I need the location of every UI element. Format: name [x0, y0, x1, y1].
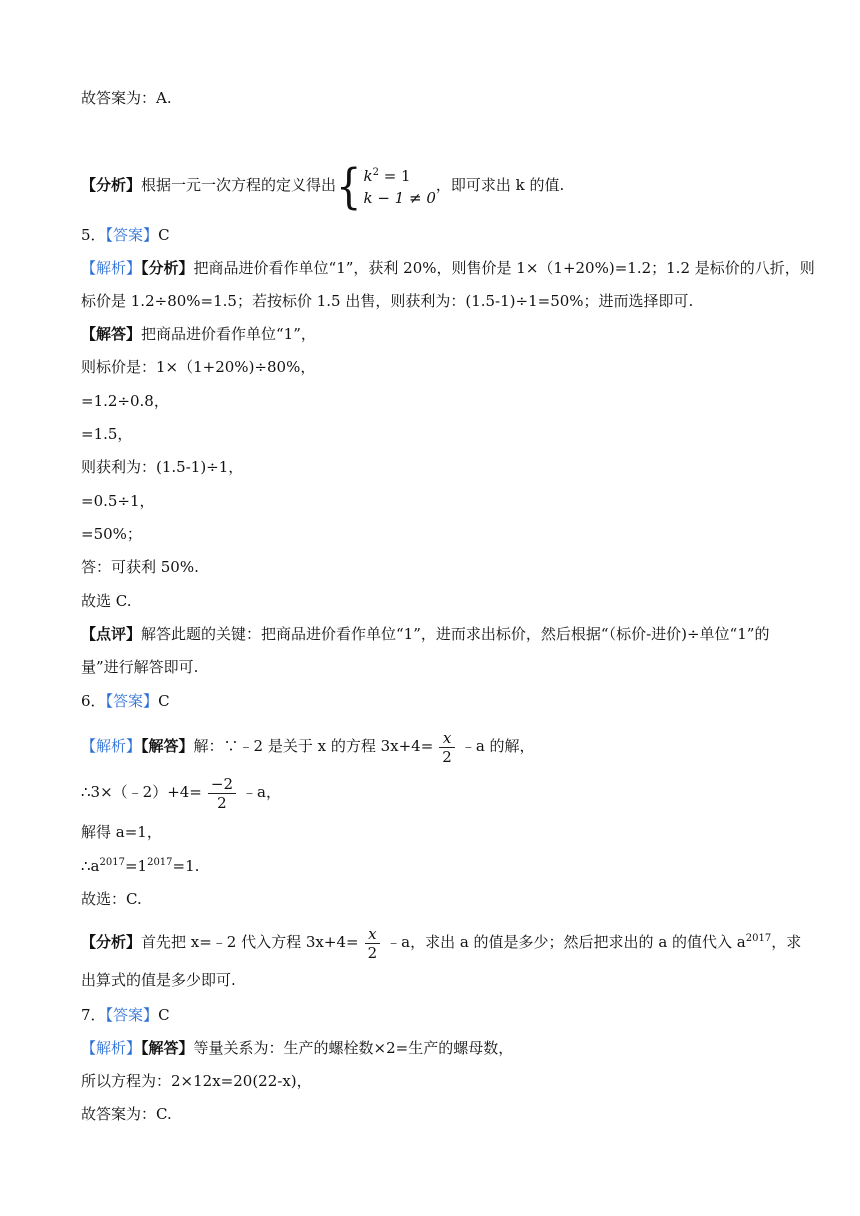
text-line: 【解答】把商品进价看作单位“1”， [81, 325, 316, 343]
text-line: =1.2÷0.8， [81, 392, 169, 410]
question-header: 7．【答案】C [81, 1006, 170, 1024]
fraction: $\frac{x}{2}$ [365, 925, 381, 962]
text-line: 解得 a=1， [81, 823, 162, 841]
text-line: $\therefore a^{2017}=1^{2017}=1$. [81, 857, 200, 875]
text-line: 所以方程为：2×12x=20(22-x)， [81, 1072, 312, 1090]
fraction: $\frac{x}{2}$ [439, 729, 455, 766]
text-line: =0.5÷1， [81, 492, 155, 510]
left-brace-icon: { [336, 159, 362, 215]
answer-tag: 【答案】 [105, 226, 159, 244]
text-line: 故答案为：C. [81, 1105, 172, 1123]
text-line: 答：可获利 50%. [81, 558, 199, 576]
answer-tag: 【答案】 [105, 692, 159, 710]
text-line: ∴3×（﹣2）+4= $\frac{-2}{2}$ ﹣a， [81, 774, 281, 812]
text-line: 故选：C. [81, 890, 142, 908]
text-line: 故选 C. [81, 592, 132, 610]
text-line: 【分析】首先把 x=﹣2 代入方程 3x+4= $\frac{x}{2}$ ﹣a，求出 a 的值是多少；然后把求出的 a 的值代入 $a^{2017}$，求 [81, 924, 802, 962]
answer-tag: 【答案】 [105, 1006, 159, 1024]
analysis-tag: 【分析】 [81, 176, 142, 194]
text-line: 标价是 1.2÷80%=1.5；若按标价 1.5 出售，则获利为：(1.5-1)÷1=50%；进而选择即可. [81, 292, 694, 310]
equation-system: { $k^2 = 1$ k − 1 ≠ 0 [336, 159, 436, 215]
text-line: 则获利为：(1.5-1)÷1， [81, 458, 244, 476]
text-line: 【解析】【分析】把商品进价看作单位“1”，获利 20%，则售价是 1×（1+20%)=1.2；1.2 是标价的八折，则 [81, 259, 815, 277]
text-line: 【点评】解答此题的关键：把商品进价看作单位“1”，进而求出标价，然后根据“（标价-进价)÷单位“1”的 [81, 625, 770, 643]
text-line: 量”进行解答即可. [81, 658, 199, 676]
text-line: 【解析】【解答】解：∵﹣2 是关于 x 的方程 3x+4= $\frac{x}{2}$ ﹣a 的解， [81, 728, 535, 766]
fraction: $\frac{-2}{2}$ [208, 775, 236, 812]
text-line: =1.5， [81, 425, 133, 443]
text-line: =50%； [81, 525, 142, 543]
question-header: 6．【答案】C [81, 692, 170, 710]
text-line: 【解析】【解答】等量关系为：生产的螺栓数×2=生产的螺母数， [81, 1039, 514, 1057]
question-header: 5．【答案】C [81, 226, 170, 244]
text-line: 则标价是：1×（1+20%)÷80%， [81, 358, 316, 376]
text-line: 故答案为：A. [81, 89, 172, 107]
analysis-line: 【分析】根据一元一次方程的定义得出{ $k^2 = 1$ k − 1 ≠ 0 ，即可求出 k 的值. [81, 159, 565, 215]
text-line: 出算式的值是多少即可. [81, 971, 236, 989]
explanation-tag: 【解析】 [81, 259, 142, 277]
